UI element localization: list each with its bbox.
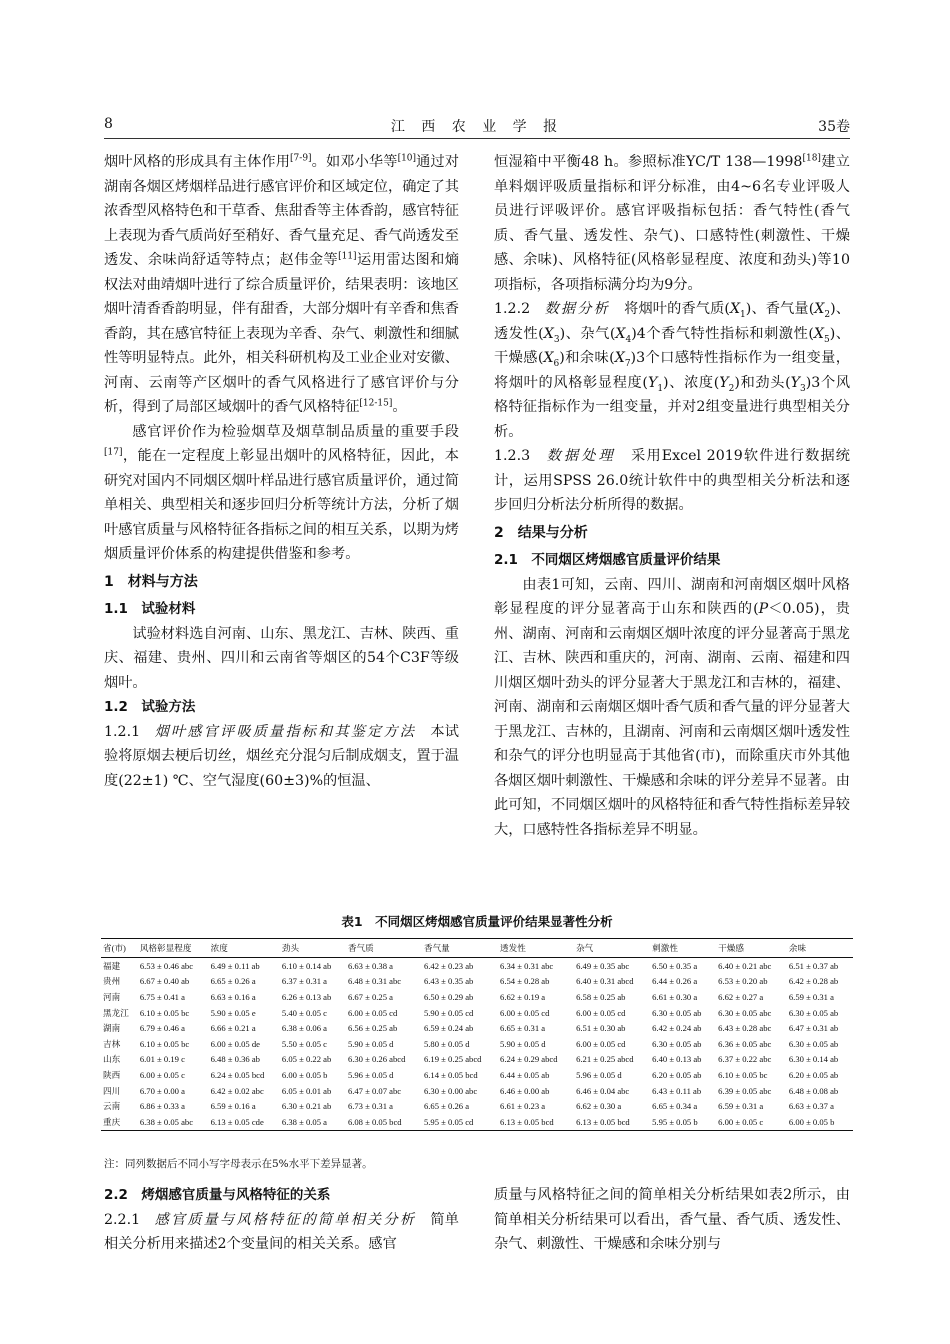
- table-header-cell: 香气质: [346, 939, 422, 958]
- results-paragraph: 由表1可知，云南、四川、湖南和河南烟区烟叶风格彰显程度的评分显著高于山东和陕西的(P＜0.05)，贵州、湖南、河南和云南烟区烟叶浓度的评分显著高于黑龙江、吉林、陕西和重庆的，河南、湖南、云南、福建和四川烟区烟叶劲头的评分显著大于黑龙江和吉林的，福建、河南、湖南和云南烟区烟叶香气质和香气量的评分显著大于黑龙江、吉林的，且湖南、河南和云南烟区烟叶透发性和杂气的评分也明显高于其他省(市)，而除重庆市外其他各烟区烟叶刺激性、干燥感和余味的评分差异不显著。由此可知，不同烟区烟叶的风格特征和香气特性指标差异较大，口感特性各指标差异不明显。: [494, 576, 850, 838]
- table-row: [101, 1114, 853, 1130]
- value-cell: 6.38 ± 0.05 a: [280, 1114, 346, 1130]
- value-cell: 6.05 ± 0.22 ab: [281, 1054, 332, 1065]
- region-cell: 重庆: [101, 1114, 138, 1130]
- value-cell: 6.14 ± 0.05 bcd: [423, 1069, 478, 1080]
- value-cell: 6.47 ± 0.31 ab: [788, 1023, 839, 1034]
- value-cell: 5.40 ± 0.05 c: [281, 1007, 327, 1018]
- value-cell: 6.49 ± 0.35 abc: [576, 960, 630, 971]
- bottom-right-column: [494, 1183, 850, 1257]
- value-cell: 6.00 ± 0.05 cd: [347, 1007, 398, 1018]
- value-cell: 6.37 ± 0.22 abc: [718, 1054, 772, 1065]
- value-cell: 6.24 ± 0.29 abcd: [500, 1054, 558, 1065]
- value-cell: 6.62 ± 0.19 a: [500, 991, 546, 1002]
- value-cell: 6.10 ± 0.05 bc: [139, 1038, 190, 1049]
- value-cell: 6.51 ± 0.37 ab: [788, 960, 839, 971]
- value-cell: 5.90 ± 0.05 cd: [423, 1007, 474, 1018]
- table-row: [101, 1098, 853, 1114]
- value-cell: 6.61 ± 0.30 a: [652, 991, 698, 1002]
- value-cell: 6.00 ± 0.05 cd: [576, 1007, 626, 1018]
- subsection-heading-2-1: 2.1 不同烟区烤烟感官质量评价结果: [494, 552, 721, 568]
- value-cell: 5.90 ± 0.05 d: [347, 1038, 394, 1049]
- value-cell: 6.54 ± 0.28 ab: [500, 976, 550, 987]
- value-cell: 5.50 ± 0.05 c: [281, 1038, 327, 1049]
- value-cell: 6.00 ± 0.05 cd: [500, 1007, 550, 1018]
- value-cell: 6.63 ± 0.16 a: [210, 991, 256, 1002]
- table-header-cell: 省(市): [101, 939, 138, 958]
- value-cell: 6.46 ± 0.04 abc: [576, 1085, 630, 1096]
- region-cell: 云南: [103, 1101, 121, 1112]
- value-cell: 6.40 ± 0.31 abcd: [576, 976, 634, 987]
- table-header-cell: 浓度: [209, 939, 280, 958]
- table-header-cell: 干燥感: [716, 939, 787, 958]
- value-cell: 6.67 ± 0.40 ab: [139, 976, 190, 987]
- table-header-cell: 风格彰显程度: [138, 939, 209, 958]
- value-cell: 6.00 ± 0.05 b: [787, 1114, 853, 1130]
- value-cell: 6.48 ± 0.36 ab: [210, 1054, 260, 1065]
- region-cell: 福建: [103, 960, 121, 971]
- region-cell: 吉林: [103, 1038, 121, 1049]
- bottom-left-column: [104, 1183, 459, 1257]
- value-cell: 6.00 ± 0.05 b: [281, 1069, 328, 1080]
- left-column: [104, 150, 459, 793]
- table-row: [101, 1083, 853, 1099]
- table-row: [101, 1005, 853, 1021]
- table-row: [101, 1036, 853, 1052]
- subsection-heading-2-2: 2.2 烤烟感官质量与风格特征的关系: [104, 1187, 331, 1203]
- table-row: [101, 1020, 853, 1036]
- method-1-2-3-paragraph: 1.2.3 数据处理 采用Excel 2019软件进行数据统计，运用SPSS 26.0统计软件中的典型相关分析法和逐步回归分析法分析所得的数据。: [494, 448, 850, 513]
- value-cell: 5.96 ± 0.05 d: [347, 1069, 394, 1080]
- value-cell: 6.63 ± 0.37 a: [788, 1101, 834, 1112]
- value-cell: 6.56 ± 0.25 ab: [347, 1023, 398, 1034]
- table-row: [101, 974, 853, 990]
- region-cell: 山东: [103, 1054, 121, 1065]
- value-cell: 6.49 ± 0.11 ab: [210, 960, 260, 971]
- value-cell: 6.48 ± 0.31 abc: [347, 976, 402, 987]
- value-cell: 5.95 ± 0.05 cd: [422, 1114, 498, 1130]
- value-cell: 6.38 ± 0.06 a: [281, 1023, 327, 1034]
- running-header: [104, 114, 850, 139]
- table-header-row: [101, 939, 853, 958]
- value-cell: 5.90 ± 0.05 d: [500, 1038, 546, 1049]
- journal-title: 江 西 农 业 学 报: [390, 119, 564, 135]
- value-cell: 5.96 ± 0.05 d: [576, 1069, 622, 1080]
- value-cell: 6.36 ± 0.05 abc: [718, 1038, 772, 1049]
- value-cell: 6.42 ± 0.28 ab: [788, 976, 839, 987]
- value-cell: 6.59 ± 0.31 a: [788, 991, 834, 1002]
- value-cell: 5.80 ± 0.05 d: [423, 1038, 470, 1049]
- value-cell: 6.10 ± 0.05 bc: [139, 1007, 190, 1018]
- value-cell: 6.43 ± 0.35 ab: [423, 976, 474, 987]
- value-cell: 6.30 ± 0.00 abc: [423, 1085, 478, 1096]
- value-cell: 6.44 ± 0.26 a: [652, 976, 698, 987]
- table-row: [101, 958, 853, 974]
- value-cell: 6.24 ± 0.05 bcd: [210, 1069, 265, 1080]
- value-cell: 6.21 ± 0.25 abcd: [576, 1054, 634, 1065]
- value-cell: 6.20 ± 0.05 ab: [788, 1069, 839, 1080]
- right-column: [494, 150, 850, 842]
- value-cell: 6.19 ± 0.25 abcd: [423, 1054, 482, 1065]
- value-cell: 6.13 ± 0.05 cde: [209, 1114, 280, 1130]
- value-cell: 6.40 ± 0.21 abc: [718, 960, 772, 971]
- results-table: [101, 938, 853, 1131]
- region-cell: 河南: [103, 991, 121, 1002]
- value-cell: 6.20 ± 0.05 ab: [652, 1069, 702, 1080]
- value-cell: 5.90 ± 0.05 e: [210, 1007, 256, 1018]
- value-cell: 6.79 ± 0.46 a: [139, 1023, 185, 1034]
- value-cell: 6.51 ± 0.30 ab: [576, 1023, 626, 1034]
- volume-label: 35卷: [818, 119, 850, 135]
- value-cell: 6.61 ± 0.23 a: [500, 1101, 546, 1112]
- value-cell: 6.26 ± 0.13 ab: [281, 991, 332, 1002]
- table-header-cell: 杂气: [574, 939, 650, 958]
- value-cell: 6.30 ± 0.05 abc: [718, 1007, 772, 1018]
- value-cell: 6.13 ± 0.05 bcd: [498, 1114, 574, 1130]
- region-cell: 四川: [103, 1085, 121, 1096]
- value-cell: 6.30 ± 0.21 ab: [281, 1101, 332, 1112]
- value-cell: 6.50 ± 0.35 a: [652, 960, 698, 971]
- value-cell: 6.42 ± 0.23 ab: [423, 960, 474, 971]
- value-cell: 6.34 ± 0.31 abc: [500, 960, 554, 971]
- value-cell: 6.30 ± 0.05 ab: [788, 1038, 839, 1049]
- value-cell: 6.43 ± 0.11 ab: [652, 1085, 702, 1096]
- value-cell: 6.59 ± 0.31 a: [718, 1101, 764, 1112]
- table-row: [101, 1067, 853, 1083]
- value-cell: 6.13 ± 0.05 bcd: [574, 1114, 650, 1130]
- value-cell: 6.65 ± 0.34 a: [652, 1101, 698, 1112]
- value-cell: 6.53 ± 0.46 abc: [139, 960, 194, 971]
- analysis-continued-paragraph: 质量与风格特征之间的简单相关分析结果如表2所示，由简单相关分析结果可以看出，香气量、香气质、透发性、杂气、刺激性、干燥感和余味分别与: [494, 1187, 850, 1252]
- value-cell: 6.62 ± 0.30 a: [576, 1101, 622, 1112]
- method-1-2-1-paragraph: 1.2.1 烟叶感官评吸质量指标和其鉴定方法 本试验将原烟去梗后切丝，烟丝充分混匀后制成烟支，置于温度(22±1) ℃、空气湿度(60±3)%的恒温、: [104, 723, 459, 789]
- value-cell: 6.75 ± 0.41 a: [139, 991, 185, 1002]
- value-cell: 6.30 ± 0.05 ab: [788, 1007, 839, 1018]
- intro-paragraph-1: 烟叶风格的形成具有主体作用[7-9]。如邓小华等[10]通过对湖南各烟区烤烟样品进行感官评价和区域定位，确定了其浓香型风格特色和干草香、焦甜香等主体香韵，感官特征上表现为香气质尚好至稍好、香气量充足、香气尚透发至透发、余味尚舒适等特点；赵伟金等[11]运用雷达图和熵权法对曲靖烟叶进行了综合质量评价，结果表明：该地区烟叶清香香韵明显，伴有甜香，大部分烟叶有辛香和焦香香韵，其在感官特征上表现为辛香、杂气、刺激性和细腻性等明显特点。此外，相关科研机构及工业企业对安徽、河南、云南等产区烟叶的香气风格进行了感官评价与分析，得到了局部区域烟叶的香气风格特征[12-15]。: [104, 153, 459, 415]
- method-1-2-2-paragraph: 1.2.2 数据分析 将烟叶的香气质$(X_1)$、香气量$(X_2)$、透发性$(X_3)$、杂气$(X_4)4$个香气特性指标和刺激性$(X_5)$、干燥感$(X_6)$和余味$(X_7)3$个口感特性指标作为一组变量，将烟叶的风格彰显程度$(Y_1)$、浓度$(Y_2)$和劲头$(Y_3)3$个风格特征指标作为一组变量，并对2组变量进行典型相关分析。: [494, 301, 851, 440]
- table-row: [101, 989, 853, 1005]
- value-cell: 6.53 ± 0.20 ab: [718, 976, 768, 987]
- value-cell: 6.37 ± 0.31 a: [281, 976, 327, 987]
- value-cell: 6.00 ± 0.05 c: [139, 1069, 185, 1080]
- value-cell: 6.86 ± 0.33 a: [139, 1101, 185, 1112]
- value-cell: 6.08 ± 0.05 bcd: [346, 1114, 422, 1130]
- value-cell: 6.44 ± 0.05 ab: [500, 1069, 550, 1080]
- value-cell: 6.70 ± 0.00 a: [139, 1085, 185, 1096]
- intro-paragraph-2: 感官评价作为检验烟草及烟草制品质量的重要手段[17]，能在一定程度上彰显出烟叶的风格特征，因此，本研究对国内不同烟区烟叶样品进行感官质量评价，通过简单相关、典型相关和逐步回归分析等统计方法，分析了烟叶感官质量与风格特征各指标之间的相互关系，以期为烤烟质量评价体系的构建提供借鉴和参考。: [104, 423, 459, 562]
- value-cell: 6.59 ± 0.24 ab: [423, 1023, 474, 1034]
- value-cell: 6.47 ± 0.07 abc: [347, 1085, 402, 1096]
- table-header-cell: 刺激性: [650, 939, 716, 958]
- value-cell: 6.38 ± 0.05 abc: [138, 1114, 209, 1130]
- value-cell: 6.73 ± 0.31 a: [347, 1101, 393, 1112]
- value-cell: 6.40 ± 0.13 ab: [652, 1054, 702, 1065]
- value-cell: 6.01 ± 0.19 c: [139, 1054, 185, 1065]
- value-cell: 6.42 ± 0.02 abc: [210, 1085, 264, 1096]
- value-cell: 6.05 ± 0.01 ab: [281, 1085, 332, 1096]
- value-cell: 6.58 ± 0.25 ab: [576, 991, 626, 1002]
- value-cell: 5.95 ± 0.05 b: [650, 1114, 716, 1130]
- page-number: 8: [104, 116, 113, 132]
- value-cell: 6.30 ± 0.26 abcd: [347, 1054, 406, 1065]
- analysis-2-2-1-paragraph: 2.2.1 感官质量与风格特征的简单相关分析 简单相关分析用来描述2个变量间的相关关系。感官: [104, 1211, 459, 1252]
- subsection-heading-1-1: 1.1 试验材料: [104, 601, 196, 617]
- table-note: 注：同列数据后不同小写字母表示在5%水平下差异显著。: [104, 1158, 373, 1170]
- table-header-cell: 余味: [787, 939, 853, 958]
- value-cell: 6.00 ± 0.05 cd: [576, 1038, 626, 1049]
- value-cell: 6.62 ± 0.27 a: [718, 991, 764, 1002]
- value-cell: 6.65 ± 0.26 a: [423, 1101, 470, 1112]
- value-cell: 6.10 ± 0.05 bc: [718, 1069, 768, 1080]
- method-continued-paragraph: 恒湿箱中平衡48 h。参照标准YC/T 138—1998[18]建立单料烟评吸质量指标和评分标准，由4~6名专业评吸人员进行评吸评价。感官评吸指标包括：香气特性(香气质、香气量、透发性、杂气)、口感特性(刺激性、干燥感、余味)、风格特征(风格彰显程度、浓度和劲头)等10项指标，各项指标满分均为9分。: [494, 153, 850, 293]
- value-cell: 6.50 ± 0.29 ab: [423, 991, 474, 1002]
- value-cell: 6.66 ± 0.21 a: [210, 1023, 256, 1034]
- value-cell: 6.48 ± 0.08 ab: [788, 1085, 839, 1096]
- region-cell: 湖南: [103, 1023, 121, 1034]
- table-caption: 表1 不同烟区烤烟感官质量评价结果显著性分析: [341, 914, 613, 929]
- table-header-cell: 劲头: [280, 939, 346, 958]
- value-cell: 6.46 ± 0.00 ab: [500, 1085, 550, 1096]
- table-header-cell: 香气量: [422, 939, 498, 958]
- materials-paragraph: 试验材料选自河南、山东、黑龙江、吉林、陕西、重庆、福建、贵州、四川和云南省等烟区的54个C3F等级烟叶。: [104, 625, 459, 691]
- value-cell: 6.42 ± 0.24 ab: [652, 1023, 702, 1034]
- region-cell: 黑龙江: [103, 1007, 129, 1018]
- value-cell: 6.63 ± 0.38 a: [347, 960, 393, 971]
- value-cell: 6.59 ± 0.16 a: [210, 1101, 256, 1112]
- value-cell: 6.30 ± 0.14 ab: [788, 1054, 839, 1065]
- subsection-heading-1-2: 1.2 试验方法: [104, 699, 196, 715]
- region-cell: 贵州: [103, 976, 121, 987]
- table-header-cell: 透发性: [498, 939, 574, 958]
- value-cell: 6.00 ± 0.05 de: [210, 1038, 260, 1049]
- value-cell: 6.65 ± 0.31 a: [500, 1023, 546, 1034]
- value-cell: 6.00 ± 0.05 c: [716, 1114, 787, 1130]
- value-cell: 6.43 ± 0.28 abc: [718, 1023, 772, 1034]
- value-cell: 6.10 ± 0.14 ab: [281, 960, 332, 971]
- table-row: [101, 1052, 853, 1068]
- section-heading-2: 2 结果与分析: [494, 524, 588, 541]
- value-cell: 6.30 ± 0.05 ab: [652, 1038, 702, 1049]
- value-cell: 6.67 ± 0.25 a: [347, 991, 393, 1002]
- value-cell: 6.30 ± 0.05 ab: [652, 1007, 702, 1018]
- region-cell: 陕西: [103, 1069, 121, 1080]
- value-cell: 6.39 ± 0.05 abc: [718, 1085, 772, 1096]
- value-cell: 6.65 ± 0.26 a: [210, 976, 256, 987]
- section-heading-1: 1 材料与方法: [104, 573, 198, 590]
